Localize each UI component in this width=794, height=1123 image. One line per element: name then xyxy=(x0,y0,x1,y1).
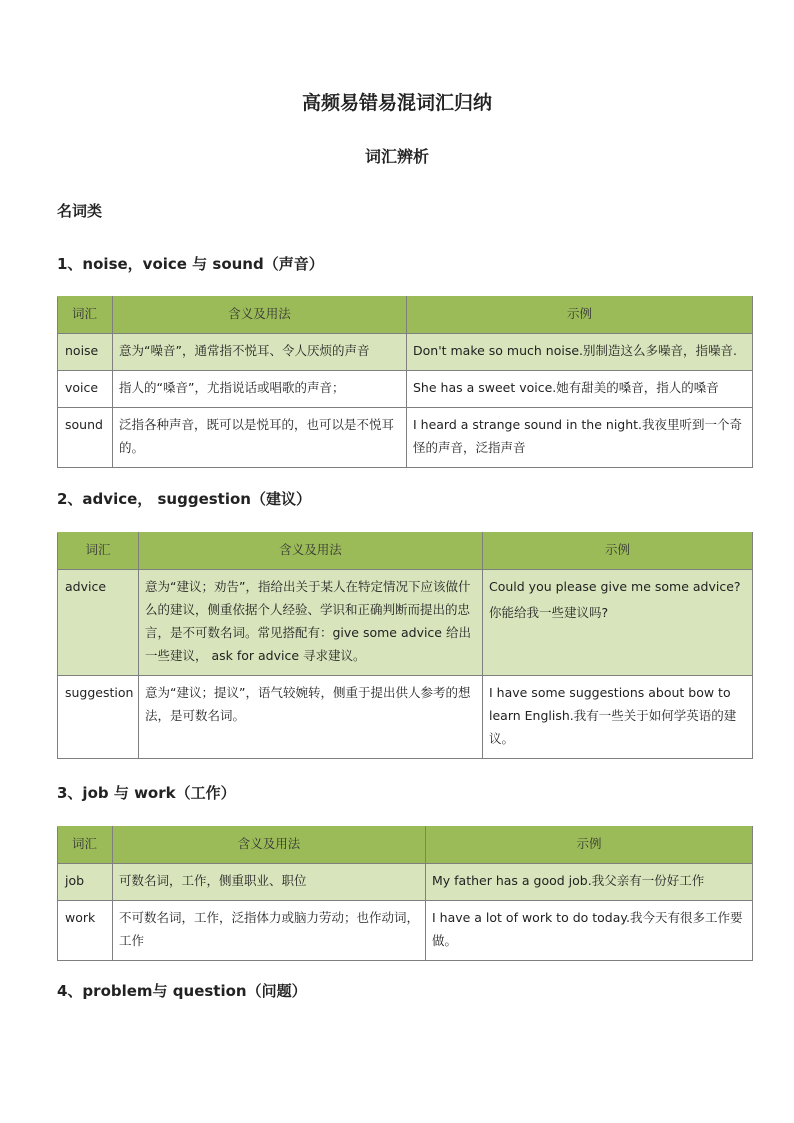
table-header-row xyxy=(58,827,753,864)
table-row xyxy=(58,408,753,468)
table-header-row xyxy=(58,297,753,334)
vocab-table-job xyxy=(57,826,753,961)
example-text: Could you please give me some advice? xyxy=(489,579,741,594)
word-cell: work xyxy=(58,901,113,961)
meaning-cell: 意为“噪音”，通常指不悦耳、令人厌烦的声音 xyxy=(113,334,407,371)
table-row xyxy=(58,570,753,676)
meaning-cell: 意为“建议；提议”，语气较婉转，侧重于提出供人参考的想法，是可数名词。 xyxy=(139,676,483,759)
table-row xyxy=(58,864,753,901)
word-cell: advice xyxy=(58,570,139,676)
column-header: 含义及用法 xyxy=(139,533,483,570)
table-row xyxy=(58,676,753,759)
example-cell xyxy=(483,570,753,676)
column-header: 词汇 xyxy=(58,533,139,570)
example-cell: Don't make so much noise.别制造这么多噪音，指噪音. xyxy=(407,334,753,371)
vocab-table-advice xyxy=(57,532,753,759)
meaning-cell: 意为“建议；劝告”，指给出关于某人在特定情况下应该做什么的建议，侧重依据个人经验、学识和正确判断而提出的忠言，是不可数名词。常见搭配有：give some advice 给出一些建议， ask for advice 寻求建议。 xyxy=(139,570,483,676)
section-heading: 1、noise，voice 与 sound（声音） xyxy=(57,255,324,273)
column-header: 示例 xyxy=(483,533,753,570)
table-row xyxy=(58,334,753,371)
meaning-cell: 不可数名词，工作，泛指体力或脑力劳动；也作动词，工作 xyxy=(113,901,426,961)
example-cell: My father has a good job.我父亲有一份好工作 xyxy=(426,864,753,901)
word-cell: voice xyxy=(58,371,113,408)
column-header: 含义及用法 xyxy=(113,827,426,864)
table-header-row xyxy=(58,533,753,570)
meaning-cell: 可数名词，工作，侧重职业、职位 xyxy=(113,864,426,901)
word-cell: noise xyxy=(58,334,113,371)
table-row xyxy=(58,371,753,408)
example-translation: 你能给我一些建议吗? xyxy=(489,605,609,620)
example-cell: I have some suggestions about bow to learn English.我有一些关于如何学英语的建议。 xyxy=(483,676,753,759)
word-cell: sound xyxy=(58,408,113,468)
column-header: 词汇 xyxy=(58,827,113,864)
vocab-table-sound xyxy=(57,296,753,468)
example-cell: I heard a strange sound in the night.我夜里听到一个奇怪的声音，泛指声音 xyxy=(407,408,753,468)
section-heading: 2、advice， suggestion（建议） xyxy=(57,490,311,508)
example-cell: I have a lot of work to do today.我今天有很多工作要做。 xyxy=(426,901,753,961)
category-heading: 名词类 xyxy=(57,202,103,220)
page-title: 高频易错易混词汇归纳 xyxy=(301,92,492,114)
section-heading: 4、problem与 question（问题） xyxy=(57,982,307,1000)
word-cell: job xyxy=(58,864,113,901)
column-header: 含义及用法 xyxy=(113,297,407,334)
table-row xyxy=(58,901,753,961)
column-header: 示例 xyxy=(407,297,753,334)
section-heading: 3、job 与 work（工作） xyxy=(57,784,236,802)
page-subtitle: 词汇辨析 xyxy=(364,147,429,166)
meaning-cell: 指人的“嗓音”，尤指说话或唱歌的声音； xyxy=(113,371,407,408)
example-cell: She has a sweet voice.她有甜美的嗓音，指人的嗓音 xyxy=(407,371,753,408)
column-header: 词汇 xyxy=(58,297,113,334)
column-header: 示例 xyxy=(426,827,753,864)
meaning-cell: 泛指各种声音，既可以是悦耳的，也可以是不悦耳的。 xyxy=(113,408,407,468)
word-cell: suggestion xyxy=(58,676,139,759)
